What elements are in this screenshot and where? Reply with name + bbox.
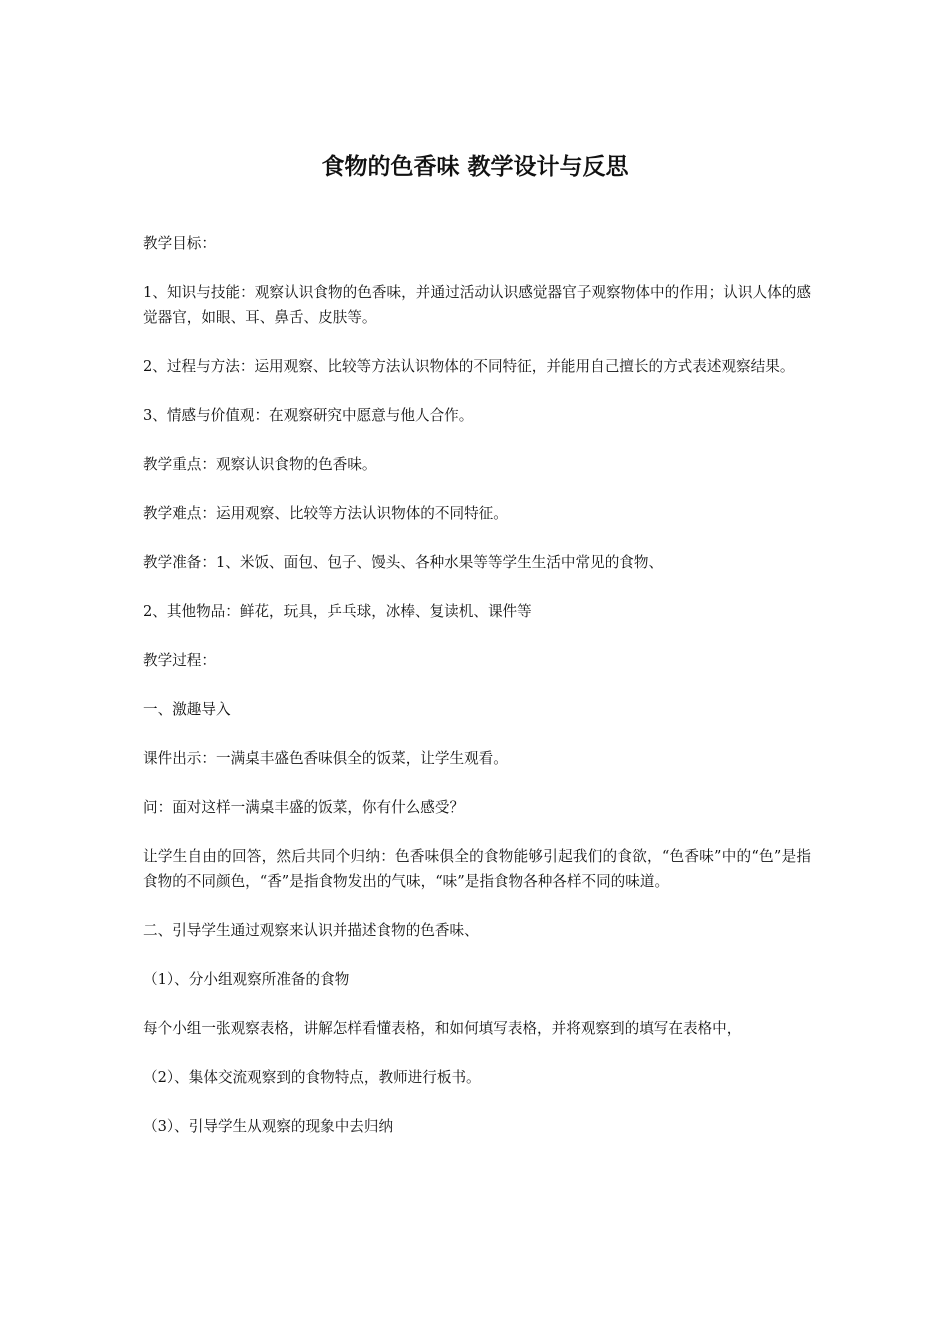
paragraph-objective-values: 3、情感与价值观：在观察研究中愿意与他人合作。	[143, 407, 474, 424]
paragraph-objectives-heading: 教学目标：	[143, 235, 216, 252]
paragraph-difficulties: 教学难点：运用观察、比较等方法认识物体的不同特征。	[143, 505, 508, 522]
paragraph-courseware: 课件出示：一满桌丰盛色香味俱全的饭菜，让学生观看。	[143, 750, 508, 767]
paragraph-process-heading: 教学过程：	[143, 652, 216, 669]
paragraph-table-instructions: 每个小组一张观察表格，讲解怎样看懂表格，和如何填写表格，并将观察到的填写在表格中，	[143, 1020, 742, 1037]
paragraph-summary: 让学生自由的回答，然后共同个归纳：色香味俱全的食物能够引起我们的食欲，“色香味”中的“色”是指食物的不同颜色，“香”是指食物发出的气味，“味”是指食物各种各样不同的味道。	[143, 848, 811, 890]
paragraph-step-3: （3）、引导学生从观察的现象中去归纳	[143, 1118, 394, 1135]
paragraph-section-2: 二、引导学生通过观察来认识并描述食物的色香味、	[143, 922, 479, 939]
paragraph-step-2: （2）、集体交流观察到的食物特点，教师进行板书。	[143, 1069, 481, 1086]
paragraph-preparation-2: 2、其他物品：鲜花，玩具，乒乓球，冰棒、复读机、课件等	[143, 603, 532, 620]
paragraph-question: 问：面对这样一满桌丰盛的饭菜，你有什么感受？	[143, 799, 465, 816]
document-body	[143, 231, 811, 1163]
paragraph-preparation-1: 教学准备：1、米饭、面包、包子、馒头、各种水果等等学生生活中常见的食物、	[143, 554, 664, 571]
document-title: 食物的色香味 教学设计与反思	[321, 154, 629, 180]
paragraph-step-1: （1）、分小组观察所准备的食物	[143, 971, 350, 988]
paragraph-key-points: 教学重点：观察认识食物的色香味。	[143, 456, 377, 473]
paragraph-objective-process: 2、过程与方法：运用观察、比较等方法认识物体的不同特征，并能用自己擅长的方式表述观察结果。	[143, 358, 795, 375]
paragraph-section-1: 一、激趣导入	[143, 701, 231, 718]
paragraph-objective-knowledge: 1、知识与技能：观察认识食物的色香味，并通过活动认识感觉器官子观察物体中的作用；认识人体的感觉器官，如眼、耳、鼻舌、皮肤等。	[143, 284, 811, 326]
